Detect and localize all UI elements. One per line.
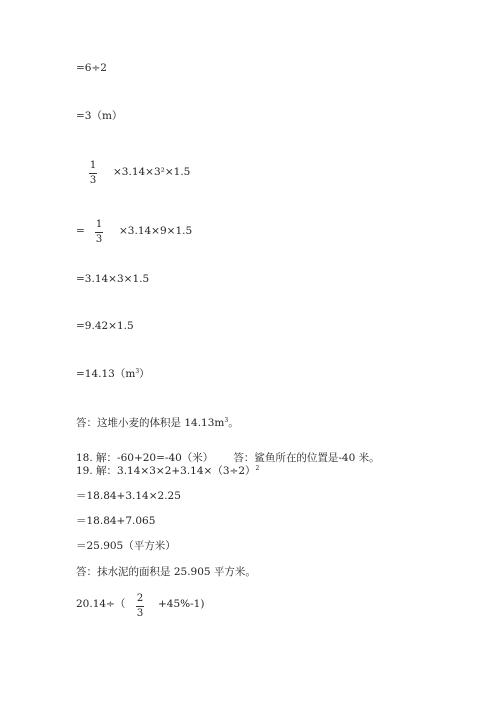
q19-step-2: ＝18.84+3.14×2.25 (76, 490, 181, 502)
fraction-bar (89, 173, 97, 174)
result-close: ） (139, 368, 150, 380)
result-text: =14.13（m (76, 368, 136, 380)
step-volume-formula: ×3.14×3²×1.5 (113, 166, 191, 178)
fraction-bar (136, 606, 144, 607)
step-result-volume (76, 368, 150, 380)
fraction-one-third (89, 160, 97, 186)
answer-wheat-volume (76, 417, 239, 429)
fraction-denominator: 3 (95, 234, 103, 245)
q19-text: 19. 解：3.14×3×2+3.14×（3÷2） (76, 465, 256, 477)
q19-step-4: ＝25.905（平方米） (76, 540, 176, 552)
question-20-end: +45%-1) (158, 598, 205, 610)
fraction-denominator: 3 (136, 608, 144, 619)
superscript: 2 (255, 465, 260, 472)
step-3-14x3x1-5: =3.14×3×1.5 (76, 273, 150, 285)
fraction-denominator: 3 (89, 175, 97, 186)
superscript: 3 (135, 368, 140, 375)
fraction-numerator: 1 (95, 219, 103, 230)
question-20-start: 20.14÷（ (76, 598, 126, 610)
step-6div2: =6÷2 (76, 62, 107, 74)
question-19 (76, 465, 259, 477)
step-volume-substituted: ×3.14×9×1.5 (119, 225, 193, 237)
fraction-numerator: 2 (136, 593, 144, 604)
fraction-one-third (95, 219, 103, 245)
equals-sign: = (76, 225, 85, 237)
superscript: 3 (224, 417, 229, 424)
fraction-numerator: 1 (89, 160, 97, 171)
fraction-bar (95, 232, 103, 233)
answer-end: 。 (228, 417, 239, 429)
answer-text: 答：这堆小麦的体积是 14.13m (76, 417, 225, 429)
q19-step-3: ＝18.84+7.065 (76, 515, 156, 527)
fraction-two-thirds (136, 593, 144, 619)
step-result-3m: =3（m） (76, 110, 123, 122)
step-9-42x1-5: =9.42×1.5 (76, 320, 134, 332)
answer-cement-area: 答：抹水泥的面积是 25.905 平方米。 (76, 566, 256, 578)
question-18: 18. 解：-60+20=-40（米） 答：鲨鱼所在的位置是-40 米。 (76, 452, 380, 464)
